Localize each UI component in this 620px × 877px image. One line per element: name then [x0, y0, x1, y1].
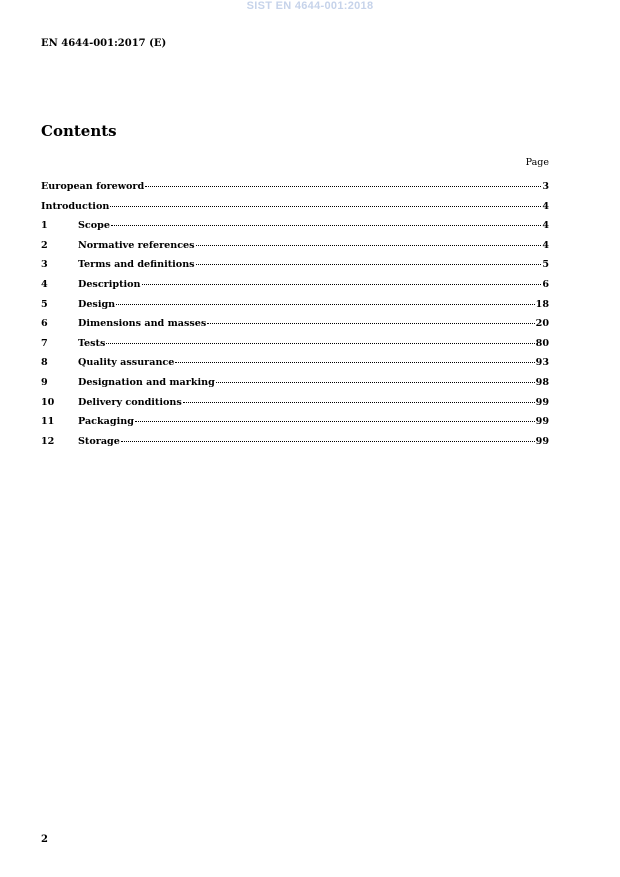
- toc-entry-number: 1: [41, 220, 48, 232]
- toc-entry-page: 98: [535, 376, 549, 388]
- page-column-label: Page: [525, 157, 549, 168]
- toc-entry-page: 99: [535, 435, 549, 447]
- toc-dot-leader: [183, 402, 535, 403]
- toc-entry-title: Description: [78, 278, 141, 290]
- toc-dot-leader: [106, 343, 534, 344]
- toc-entry[interactable]: [41, 338, 549, 358]
- toc-entry-title: Delivery conditions: [78, 396, 182, 408]
- toc-entry-number: 8: [41, 357, 48, 369]
- toc-entry-page: 99: [535, 396, 549, 408]
- toc-entry-title: Tests: [78, 337, 106, 349]
- toc-entry-page: 4: [542, 220, 549, 232]
- toc-entry-page: 4: [542, 239, 549, 251]
- toc-entry-number: 3: [41, 259, 48, 271]
- toc-dot-leader: [142, 284, 542, 285]
- document-id: EN 4644-001:2017 (E): [41, 38, 167, 49]
- toc-entry[interactable]: [41, 397, 549, 417]
- toc-entry-title: Dimensions and masses: [78, 318, 207, 330]
- toc-entry-page: 80: [535, 337, 549, 349]
- toc-entry-title: Introduction: [41, 200, 110, 212]
- toc-entry[interactable]: [41, 201, 549, 221]
- toc-entry-title: Design: [78, 298, 116, 310]
- toc-entry-page: 6: [542, 278, 549, 290]
- toc-entry-title: Packaging: [78, 416, 134, 428]
- toc-entry[interactable]: [41, 279, 549, 299]
- toc-entry[interactable]: [41, 318, 549, 338]
- contents-heading: Contents: [41, 122, 117, 140]
- toc-entry-number: 4: [41, 278, 48, 290]
- toc-dot-leader: [135, 421, 535, 422]
- toc-entry-title: Storage: [78, 435, 120, 447]
- toc-entry[interactable]: [41, 299, 549, 319]
- toc-dot-leader: [145, 186, 541, 187]
- toc-dot-leader: [196, 264, 542, 265]
- toc-entry-page: 20: [535, 318, 549, 330]
- toc-entry[interactable]: [41, 259, 549, 279]
- toc-entry-number: 10: [41, 396, 55, 408]
- toc-entry-title: Designation and marking: [78, 376, 215, 388]
- toc-entry-number: 12: [41, 435, 55, 447]
- toc-entry-number: 9: [41, 376, 48, 388]
- toc-dot-leader: [216, 382, 535, 383]
- toc-entry[interactable]: [41, 220, 549, 240]
- toc-entry-title: Quality assurance: [78, 357, 175, 369]
- toc-entry[interactable]: [41, 416, 549, 436]
- toc-entry-number: 2: [41, 239, 48, 251]
- toc-entry-page: 93: [535, 357, 549, 369]
- page-number: 2: [41, 834, 48, 845]
- toc-entry-number: 7: [41, 337, 48, 349]
- toc-dot-leader: [121, 441, 535, 442]
- toc-entry-page: 3: [542, 181, 549, 192]
- toc-dot-leader: [207, 323, 534, 324]
- toc-entry-title: Normative references: [78, 239, 195, 251]
- toc-entry-number: 5: [41, 298, 48, 310]
- toc-entry-title: Terms and definitions: [78, 259, 195, 271]
- toc-entry-title: Scope: [78, 220, 110, 232]
- toc-dot-leader: [111, 225, 541, 226]
- watermark: SIST EN 4644-001:2018: [246, 0, 374, 12]
- toc-entry-title: European foreword: [41, 181, 145, 192]
- toc-entry[interactable]: [41, 240, 549, 260]
- toc-entry-page: 99: [535, 416, 549, 428]
- toc-entry-page: 5: [542, 259, 549, 271]
- toc-entry-number: 6: [41, 318, 48, 330]
- toc-entry[interactable]: [41, 357, 549, 377]
- toc-dot-leader: [116, 304, 534, 305]
- table-of-contents: [41, 181, 549, 455]
- toc-entry[interactable]: [41, 436, 549, 456]
- toc-entry-number: 11: [41, 416, 55, 428]
- toc-entry[interactable]: [41, 377, 549, 397]
- toc-dot-leader: [110, 206, 541, 207]
- toc-entry-page: 18: [535, 298, 549, 310]
- toc-dot-leader: [175, 362, 534, 363]
- toc-entry-page: 4: [542, 200, 549, 212]
- toc-entry[interactable]: [41, 181, 549, 201]
- toc-dot-leader: [196, 245, 542, 246]
